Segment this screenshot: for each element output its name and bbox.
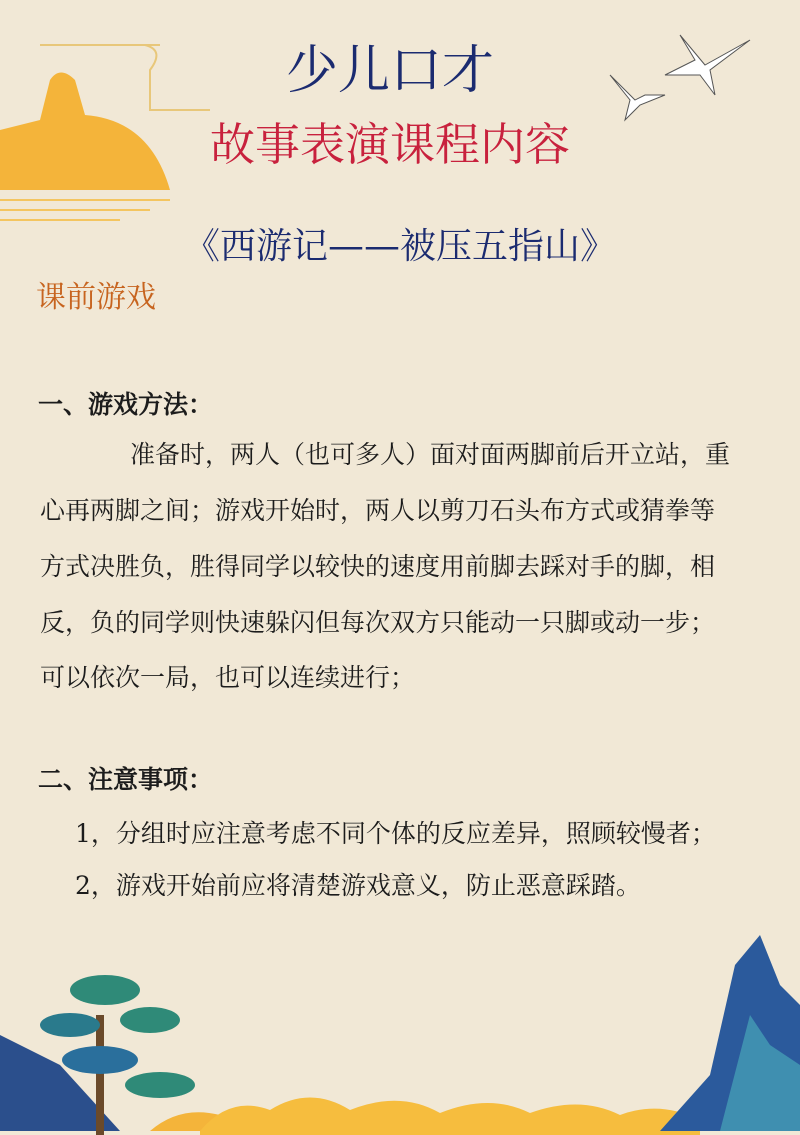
note-item: 1，分组时应注意考虑不同个体的反应差异，照顾较慢者；	[75, 819, 716, 848]
section-label: 课前游戏	[36, 280, 156, 315]
method-heading: 一、游戏方法：	[38, 390, 214, 419]
story-title: 《西游记——被压五指山》	[183, 226, 616, 267]
note-item: 2，游戏开始前应将清楚游戏意义，防止恶意踩踏。	[75, 871, 641, 900]
method-line: 反，负的同学则快速躲闪但每次双方只能动一只脚或动一步；	[40, 608, 716, 637]
clouds-decoration	[200, 1075, 700, 1135]
method-line: 心再两脚之间；游戏开始时，两人以剪刀石头布方式或猜拳等	[40, 496, 716, 525]
notes-heading: 二、注意事项：	[38, 765, 214, 794]
course-subtitle: 故事表演课程内容	[209, 118, 570, 171]
method-line: 准备时，两人（也可多人）面对面两脚前后开立站，重	[130, 440, 731, 469]
method-line: 方式决胜负，胜得同学以较快的速度用前脚去踩对手的脚，相	[40, 552, 716, 581]
method-line: 可以依次一局，也可以连续进行；	[40, 663, 416, 692]
page-title: 少儿口才	[285, 41, 494, 101]
mountains-decoration	[660, 925, 800, 1135]
